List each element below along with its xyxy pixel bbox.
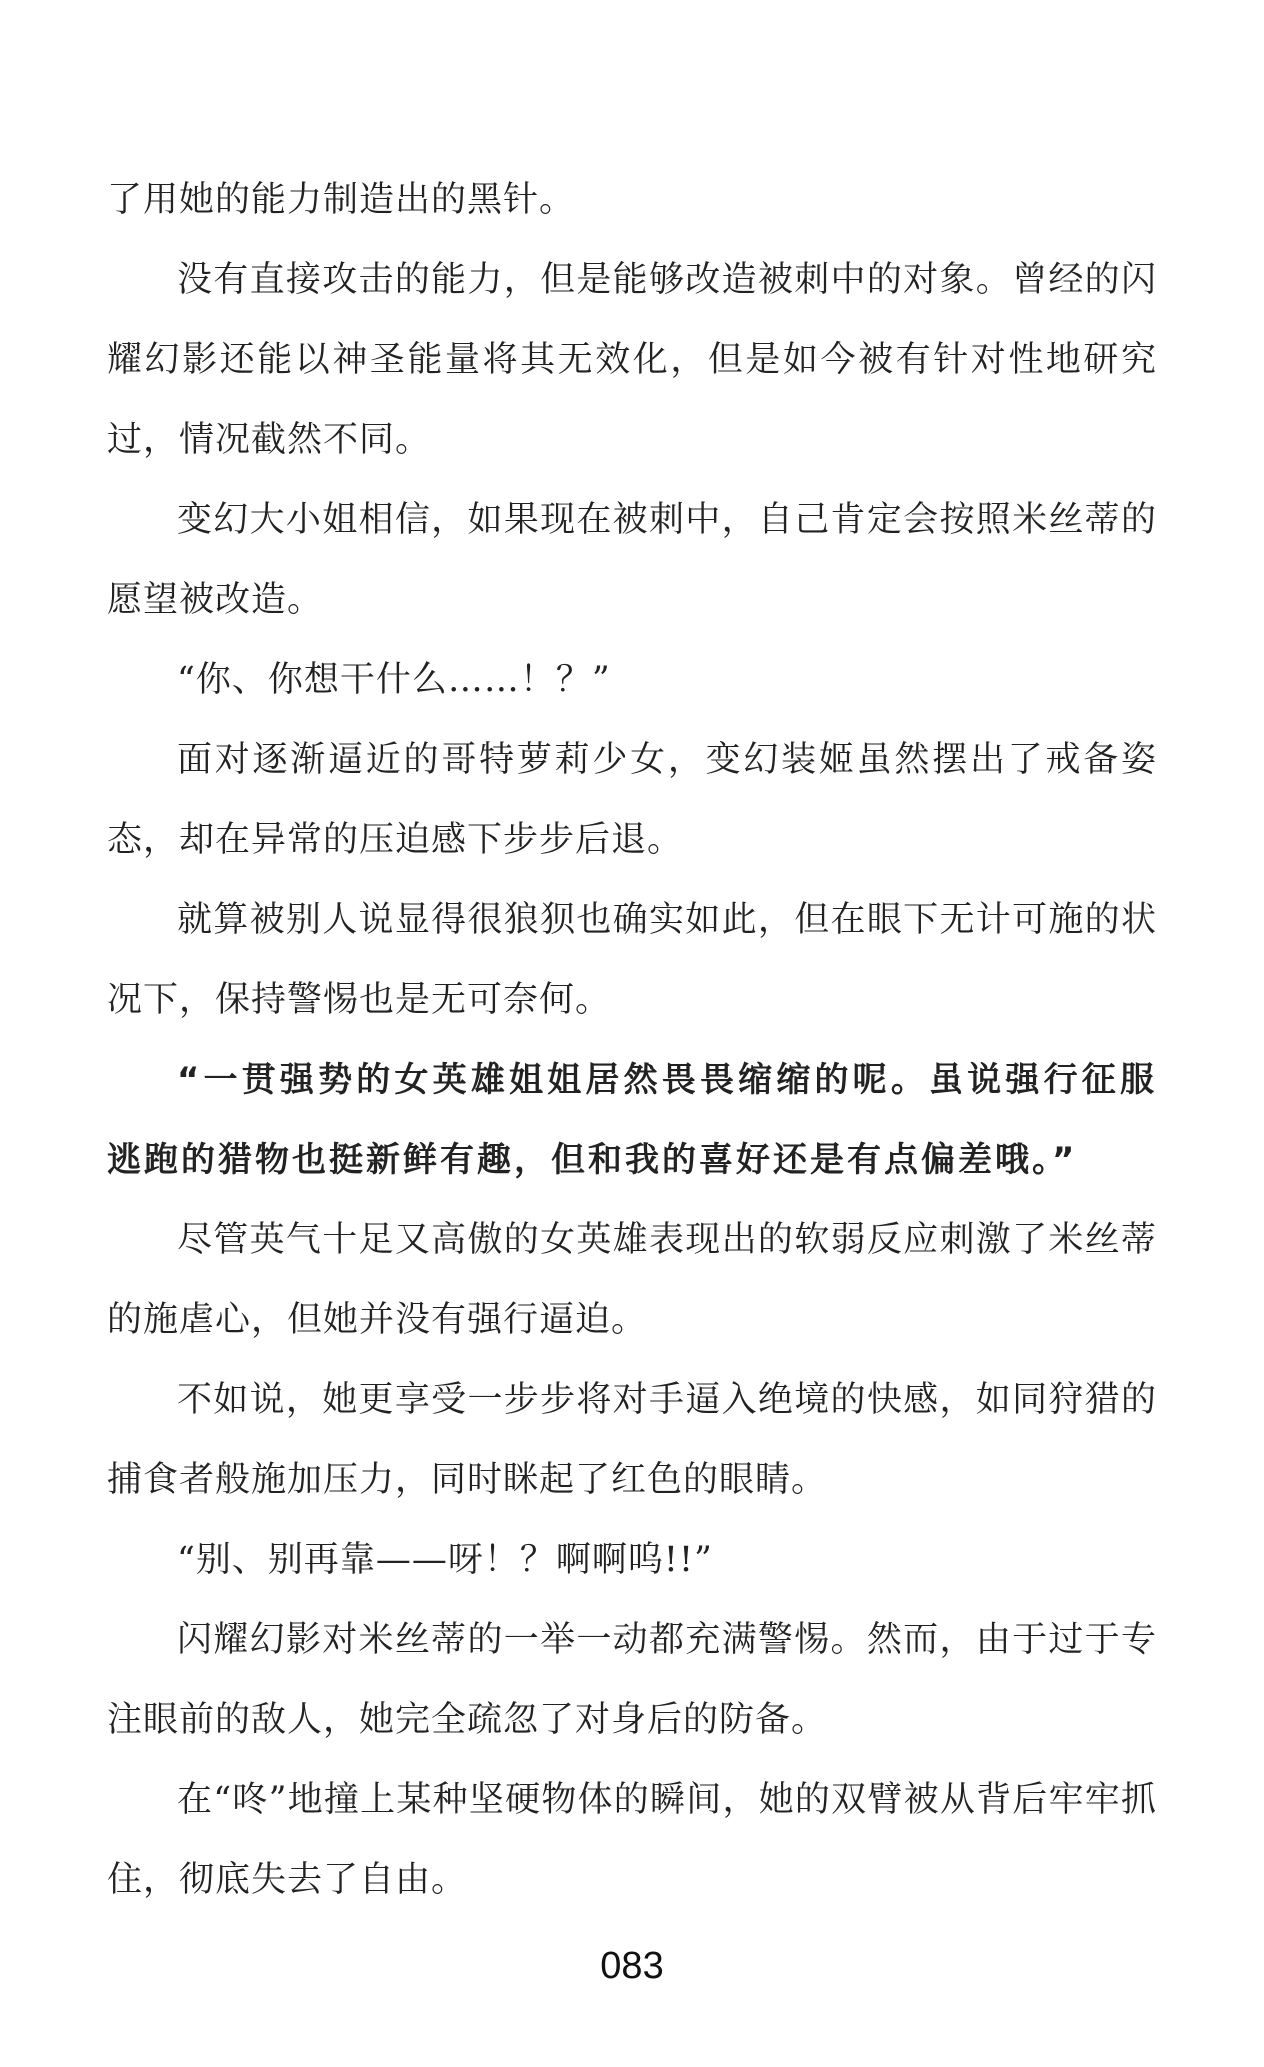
paragraph: 面对逐渐逼近的哥特萝莉少女，变幻装姬虽然摆出了戒备姿态，却在异常的压迫感下步步后退。 xyxy=(107,740,1157,860)
paragraph: 在“咚”地撞上某种坚硬物体的瞬间，她的双臂被从背后牢牢抓住，彻底失去了自由。 xyxy=(107,1780,1157,1900)
emphasized-dialogue: “一贯强势的女英雄姐姐居然畏畏缩缩的呢。虽说强行征服逃跑的猎物也挺新鲜有趣，但和我的喜好还是有点偏差哦。” xyxy=(107,1060,1157,1180)
dialogue-line: “你、你想干什么……！？” xyxy=(177,660,611,700)
paragraph: 就算被别人说显得很狼狈也确实如此，但在眼下无计可施的状况下，保持警惕也是无可奈何。 xyxy=(107,900,1157,1020)
page-number: 083 xyxy=(600,1945,664,1987)
body-text xyxy=(107,160,1157,1920)
paragraph: 了用她的能力制造出的黑针。 xyxy=(107,180,576,220)
dialogue-line: “别、别再靠——呀！？啊啊呜!!” xyxy=(177,1540,713,1580)
paragraph: 闪耀幻影对米丝蒂的一举一动都充满警惕。然而，由于过于专注眼前的敌人，她完全疏忽了对身后的防备。 xyxy=(107,1620,1157,1740)
paragraph: 不如说，她更享受一步步将对手逼入绝境的快感，如同狩猎的捕食者般施加压力，同时眯起了红色的眼睛。 xyxy=(107,1380,1157,1500)
paragraph: 变幻大小姐相信，如果现在被刺中，自己肯定会按照米丝蒂的愿望被改造。 xyxy=(107,500,1157,620)
paragraph: 尽管英气十足又高傲的女英雄表现出的软弱反应刺激了米丝蒂的施虐心，但她并没有强行逼迫。 xyxy=(107,1220,1157,1340)
paragraph: 没有直接攻击的能力，但是能够改造被刺中的对象。曾经的闪耀幻影还能以神圣能量将其无效化，但是如今被有针对性地研究过，情况截然不同。 xyxy=(107,260,1157,460)
